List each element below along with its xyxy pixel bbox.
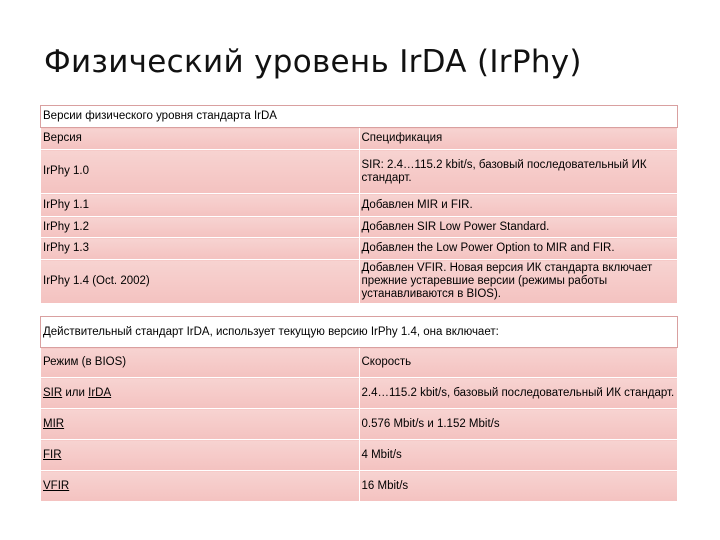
table-row xyxy=(41,150,678,194)
cell-speed: 2.4…115.2 kbit/s, базовый последовательный ИК стандарт. xyxy=(359,378,678,409)
cell-spec: Добавлен SIR Low Power Standard. xyxy=(359,217,678,238)
header-speed: Скорость xyxy=(359,348,678,378)
table-caption-row xyxy=(41,317,678,348)
link-fir[interactable]: FIR xyxy=(43,448,62,461)
cell-speed: 16 Mbit/s xyxy=(359,471,678,502)
link-irda[interactable]: IrDA xyxy=(88,386,112,399)
slide-title: Физический уровень IrDA (IrPhy) xyxy=(44,44,582,80)
cell-version: IrPhy 1.3 xyxy=(41,238,360,260)
cell-spec: Добавлен the Low Power Option to MIR and FIR. xyxy=(359,238,678,260)
table-caption: Версии физического уровня стандарта IrDA xyxy=(41,106,678,128)
cell-mode xyxy=(41,471,360,502)
cell-speed: 0.576 Mbit/s и 1.152 Mbit/s xyxy=(359,409,678,440)
cell-mode xyxy=(41,378,360,409)
link-sir[interactable]: SIR xyxy=(43,386,63,399)
table-caption: Действительный стандарт IrDA, использует текущую версию IrPhy 1.4, она включает: xyxy=(41,317,678,348)
table-row xyxy=(41,378,678,409)
link-vfir[interactable]: VFIR xyxy=(43,479,70,492)
table-row xyxy=(41,440,678,471)
header-mode: Режим (в BIOS) xyxy=(41,348,360,378)
table-row xyxy=(41,260,678,304)
versions-table xyxy=(40,105,678,304)
table-header-row xyxy=(41,128,678,150)
table-row xyxy=(41,471,678,502)
table-row xyxy=(41,238,678,260)
link-mir[interactable]: MIR xyxy=(43,417,65,430)
mode-separator: или xyxy=(62,386,89,399)
cell-spec: Добавлен VFIR. Новая версия ИК стандарта включает прежние устаревшие версии (режимы работы устанавливаются в BIOS). xyxy=(359,260,678,304)
table-header-row xyxy=(41,348,678,378)
header-spec: Спецификация xyxy=(359,128,678,150)
cell-version: IrPhy 1.4 (Oct. 2002) xyxy=(41,260,360,304)
cell-spec: Добавлен MIR и FIR. xyxy=(359,194,678,217)
table-row xyxy=(41,409,678,440)
table-row xyxy=(41,194,678,217)
cell-version: IrPhy 1.0 xyxy=(41,150,360,194)
cell-version: IrPhy 1.2 xyxy=(41,217,360,238)
table-row xyxy=(41,217,678,238)
table-caption-row xyxy=(41,106,678,128)
header-version: Версия xyxy=(41,128,360,150)
cell-version: IrPhy 1.1 xyxy=(41,194,360,217)
cell-mode xyxy=(41,409,360,440)
cell-speed: 4 Mbit/s xyxy=(359,440,678,471)
modes-table xyxy=(40,316,678,502)
cell-mode xyxy=(41,440,360,471)
cell-spec: SIR: 2.4…115.2 kbit/s, базовый последовательный ИК стандарт. xyxy=(359,150,678,194)
